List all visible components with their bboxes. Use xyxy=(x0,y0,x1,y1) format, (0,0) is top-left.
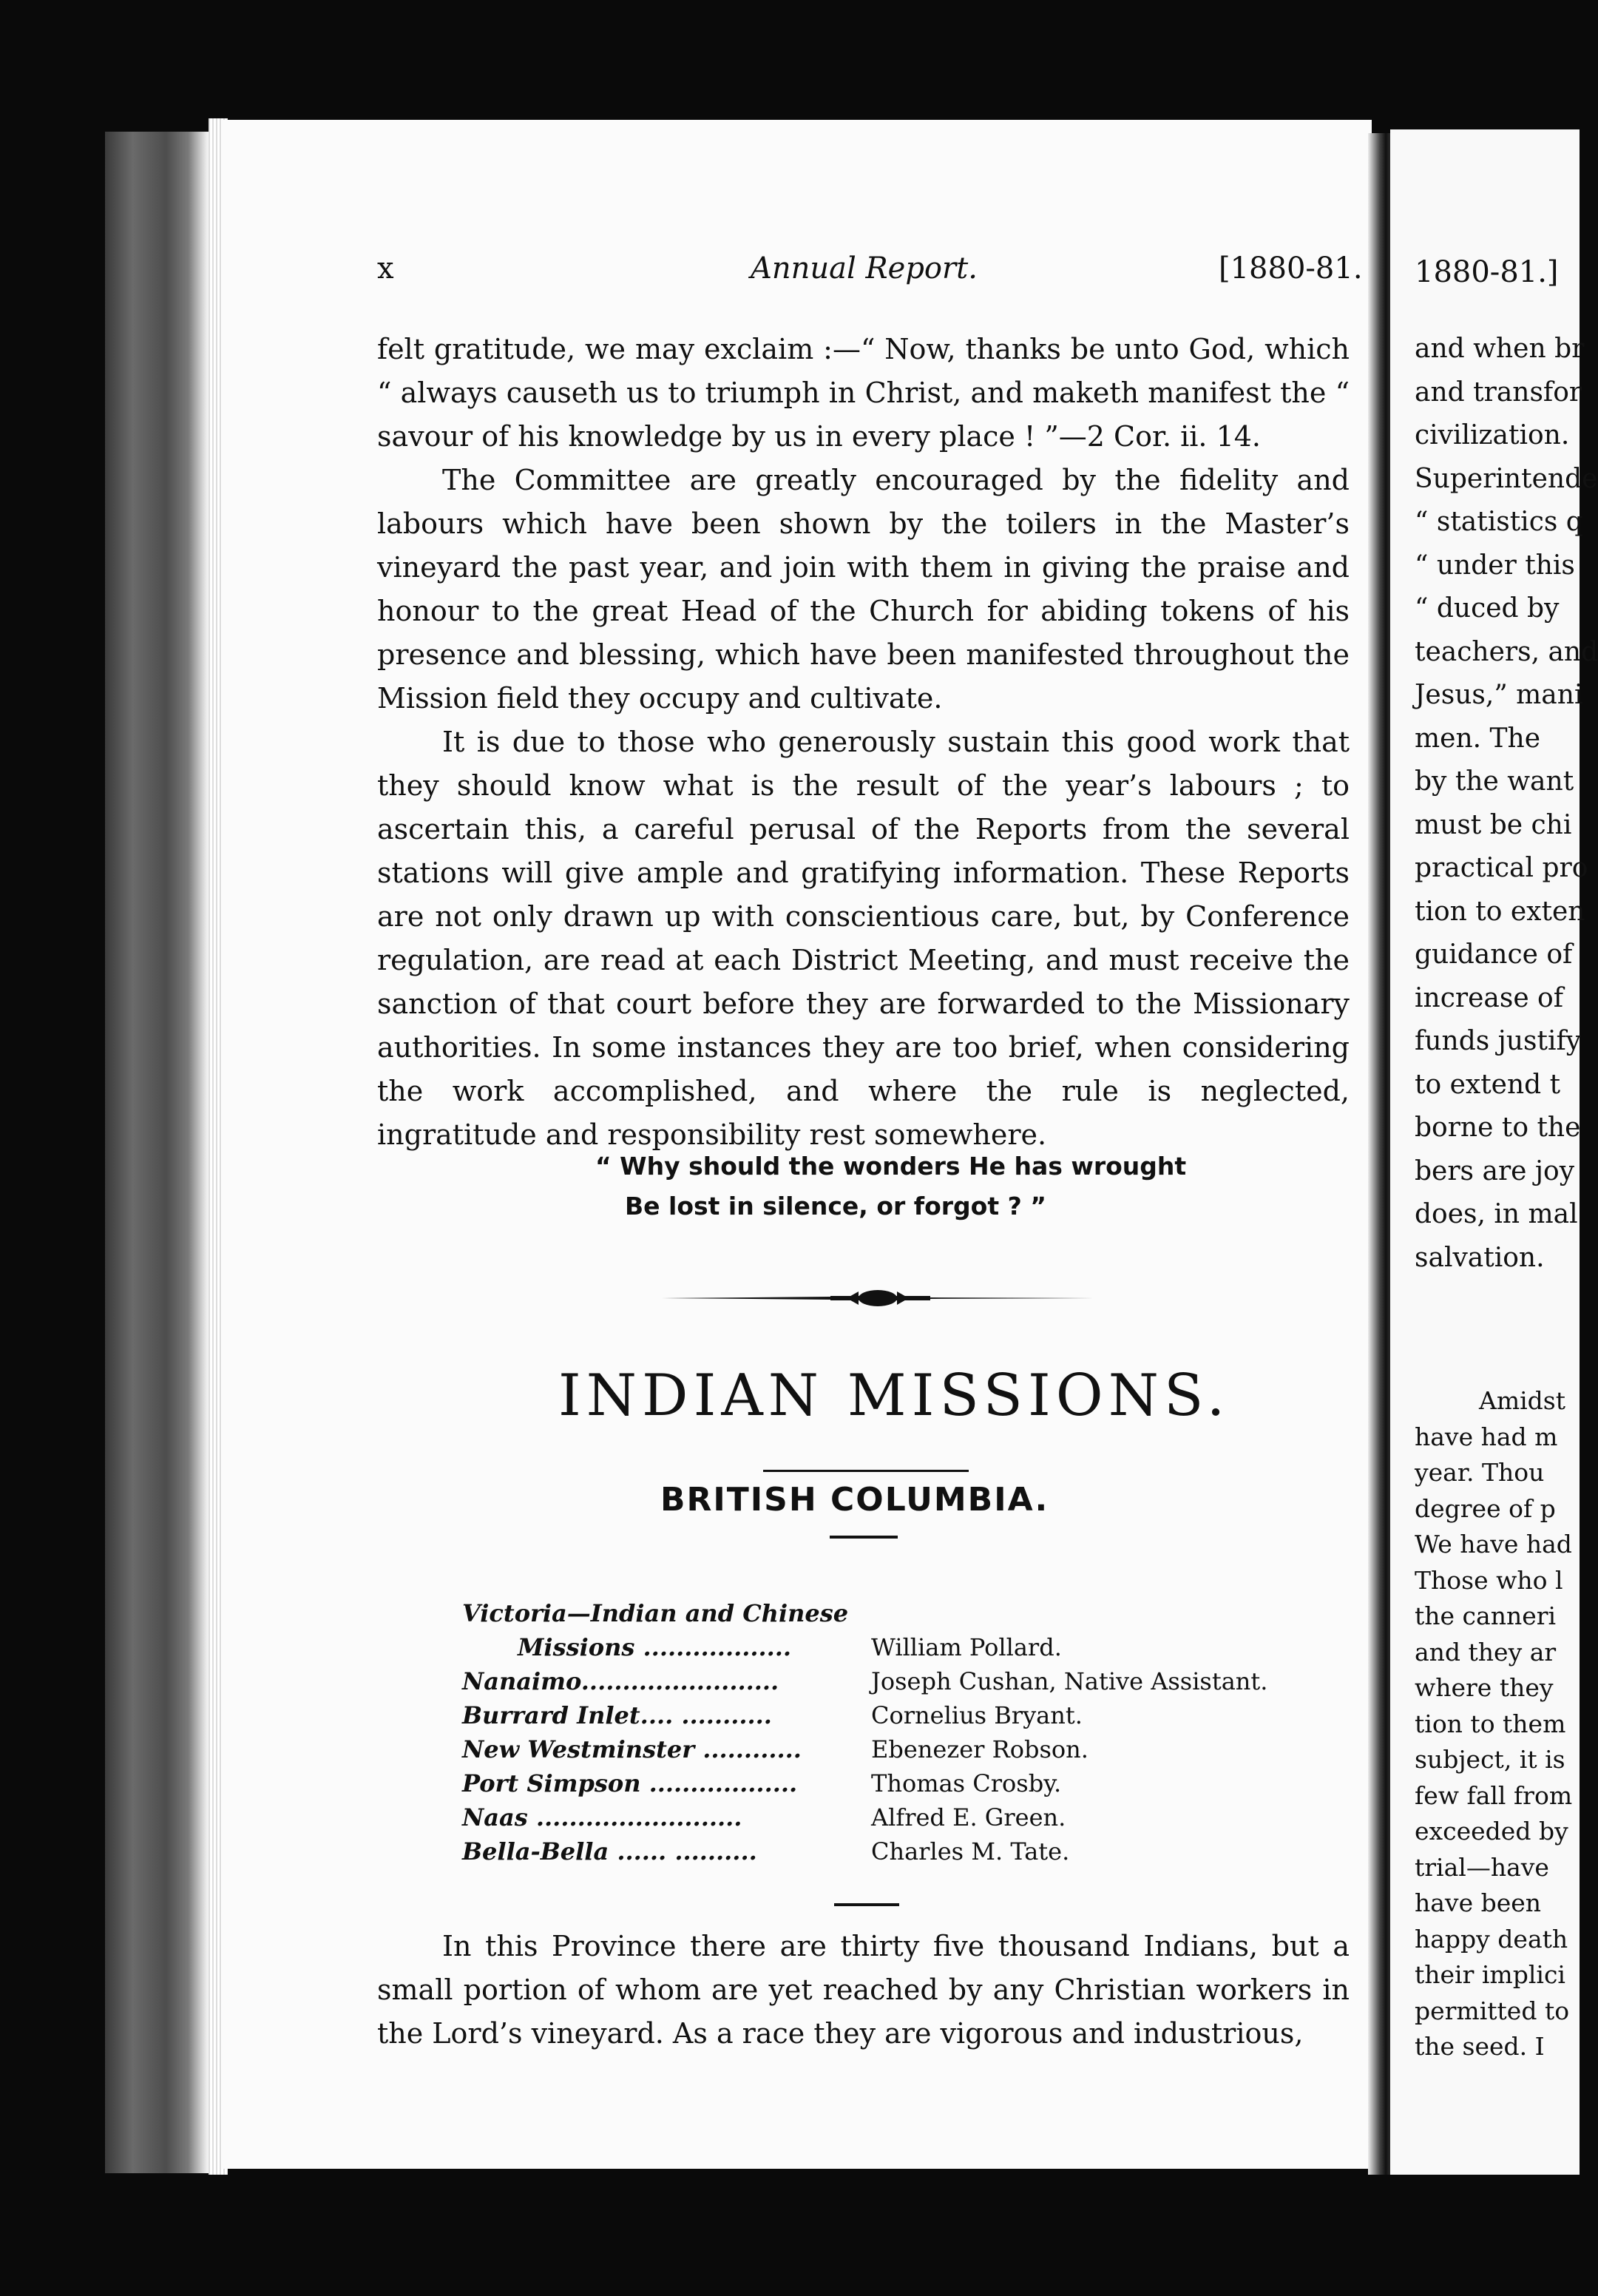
paragraph-2: The Committee are greatly encouraged by the fidelity and labours which have been shown by the toilers in the Master’s vineyard the past year, and join with them in giving the praise and honour to the great Head of the Church for abiding tokens of his presence and blessing, which have been manifested throughout the Mission field they occupy and cultivate. xyxy=(377,464,1350,715)
right-page-line: and when br xyxy=(1415,334,1585,364)
body-text-top xyxy=(377,328,1350,1157)
station-place: Missions .................. xyxy=(518,1633,792,1661)
right-page-line: tion to exten xyxy=(1415,896,1585,927)
right-page-line: where they xyxy=(1415,1673,1554,1702)
right-page-line: practical pro xyxy=(1415,853,1588,883)
right-page-line: guidance of xyxy=(1415,939,1573,970)
right-page-line: teachers, and xyxy=(1415,636,1598,667)
right-page-line: trial—have xyxy=(1415,1852,1549,1882)
right-page-line: Jesus,” mani xyxy=(1415,680,1583,710)
right-page-line: subject, it is xyxy=(1415,1745,1565,1774)
running-year: [1880-81. xyxy=(1219,251,1363,286)
station-row xyxy=(462,1701,772,1729)
station-place: Naas ......................... xyxy=(462,1803,742,1831)
closing-lead: In xyxy=(442,1930,472,1962)
right-page-line: bers are joy xyxy=(1415,1155,1575,1186)
station-place: Nanaimo........................ xyxy=(462,1667,779,1695)
station-row xyxy=(518,1633,791,1661)
missionary-name: Ebenezer Robson. xyxy=(871,1735,1089,1763)
quote-line-1: “ Why should the wonders He has wrought xyxy=(595,1152,1187,1181)
page-numeral: x xyxy=(377,251,394,286)
right-page-line: funds justify xyxy=(1415,1026,1582,1056)
right-page-line: borne to the xyxy=(1415,1112,1581,1143)
station-row xyxy=(462,1769,797,1797)
right-page-line: and transfor xyxy=(1415,377,1582,408)
right-page-line: We have had xyxy=(1415,1530,1572,1559)
right-page-line: their implici xyxy=(1415,1960,1565,1989)
station-row xyxy=(462,1803,742,1831)
station-row xyxy=(462,1667,779,1695)
paragraph-3: It is due to those who generously sustain this good work that they should know what is the result of the year’s labours ; to ascertain this, a careful perusal of the Reports from the several stations will give ample and gratifying information. These Reports are not only drawn up with conscientious care, but, by Conference regulation, are read at each District Meeting, and must receive the sanction of that court before they are forwarded to the Missionary authorities. In some instances they are too brief, when considering the work accomplished, and where the rule is neglected, ingratitude and responsibility rest somewhere. xyxy=(377,726,1350,1151)
right-page-line: Amidst xyxy=(1479,1386,1565,1415)
station-place: Victoria—Indian and Chinese xyxy=(462,1599,849,1627)
right-page-line: few fall from xyxy=(1415,1780,1573,1810)
body-text-bottom xyxy=(377,1925,1350,2056)
right-page-line: increase of xyxy=(1415,982,1564,1013)
station-row xyxy=(462,1599,848,1627)
right-page-line: salvation. xyxy=(1415,1242,1545,1273)
closing-paragraph xyxy=(377,1925,1350,2056)
right-page-line: “ statistics q xyxy=(1415,507,1583,537)
right-page-line: Superintende xyxy=(1415,463,1598,494)
station-place: Burrard Inlet.... ........... xyxy=(462,1701,772,1729)
stations-rule xyxy=(834,1903,899,1906)
book-edge-left xyxy=(105,132,216,2173)
right-page-line: must be chi xyxy=(1415,809,1572,840)
missionary-name: William Pollard. xyxy=(871,1633,1062,1661)
running-title: Annual Report. xyxy=(751,251,978,286)
right-page-line: have been xyxy=(1415,1888,1542,1917)
station-row xyxy=(462,1735,802,1763)
station-row xyxy=(462,1837,757,1866)
right-page-line: degree of p xyxy=(1415,1493,1556,1523)
right-page-line: men. The xyxy=(1415,723,1541,754)
right-page-line: permitted to xyxy=(1415,1996,1570,2025)
right-running-year: 1880-81.] xyxy=(1415,255,1559,289)
missionary-name: Thomas Crosby. xyxy=(871,1769,1062,1797)
missionary-name: Charles M. Tate. xyxy=(871,1837,1070,1866)
quote-line-2: Be lost in silence, or forgot ? ” xyxy=(625,1192,1046,1220)
paragraph-1: felt gratitude, we may exclaim :—“ Now, thanks be unto God, which “ always causeth us to triumph in Christ, and maketh manifest the “ savour of his knowledge by us in every place ! ”—2 Cor. ii. 14. xyxy=(377,333,1350,453)
closing-text: this Province there are thirty five thousand Indians, but a small portion of whom are yet reached by any Christian workers in the Lord’s vineyard. As a race they are vigorous and industrious, xyxy=(377,1930,1350,2050)
ornament-divider xyxy=(662,1287,1094,1309)
station-place: Port Simpson .................. xyxy=(462,1769,798,1797)
right-page-line: and they ar xyxy=(1415,1637,1557,1667)
right-page-line: “ under this xyxy=(1415,550,1575,581)
right-page-line: by the want xyxy=(1415,766,1574,797)
right-page-line: the canneri xyxy=(1415,1601,1557,1630)
missionary-name: Alfred E. Green. xyxy=(871,1803,1066,1831)
right-page-line: Those who l xyxy=(1415,1565,1563,1595)
right-page-line: exceeded by xyxy=(1415,1817,1568,1846)
right-page-line: to extend t xyxy=(1415,1069,1561,1100)
verse-quote xyxy=(595,1147,1186,1226)
right-page-line: does, in mal xyxy=(1415,1199,1578,1229)
right-page-line: year. Thou xyxy=(1415,1458,1545,1487)
right-page-line: have had m xyxy=(1415,1422,1558,1451)
right-page-line: “ duced by xyxy=(1415,593,1560,624)
right-page-line: civilization. xyxy=(1415,420,1570,450)
station-place: New Westminster ............ xyxy=(462,1735,802,1763)
section-title: INDIAN MISSIONS. xyxy=(558,1363,1230,1429)
right-page-line: the seed. I xyxy=(1415,2032,1545,2061)
right-page-line: happy death xyxy=(1415,1924,1568,1954)
subtitle-rule xyxy=(830,1536,898,1539)
station-place: Bella-Bella ...... .......... xyxy=(462,1837,757,1866)
subsection-title: BRITISH COLUMBIA. xyxy=(660,1481,1049,1519)
right-page-line: tion to them xyxy=(1415,1709,1566,1738)
missionary-name: Joseph Cushan, Native Assistant. xyxy=(871,1667,1268,1695)
title-rule xyxy=(763,1470,969,1472)
missionary-name: Cornelius Bryant. xyxy=(871,1701,1083,1729)
